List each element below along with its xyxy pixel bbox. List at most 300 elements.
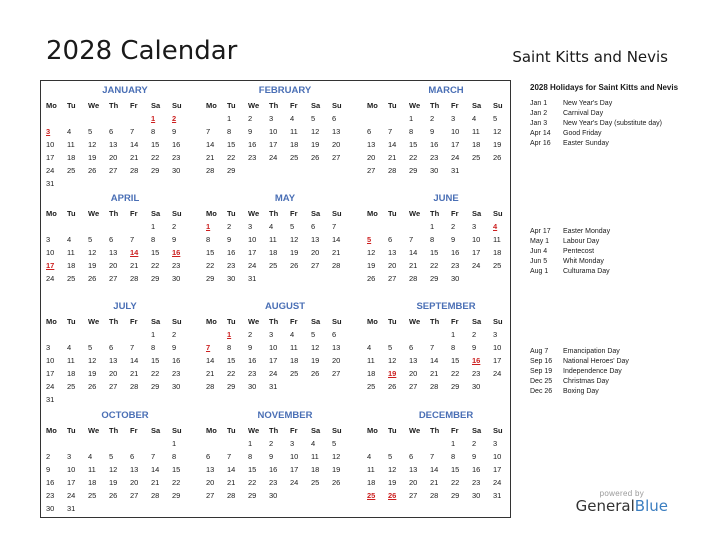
holiday-date: Dec 26 [530, 387, 553, 395]
day: 29 [451, 382, 460, 391]
day: 10 [451, 127, 460, 136]
day: 1 [227, 114, 232, 123]
day: 14 [206, 140, 215, 149]
weekday-header: Sa [472, 209, 482, 218]
holiday-date: Jan 1 [530, 100, 548, 107]
day: 23 [172, 369, 181, 378]
day: 22 [227, 369, 236, 378]
day: 12 [88, 140, 97, 149]
holiday-name: Labour Day [563, 237, 600, 245]
holiday-row [530, 129, 680, 139]
month-name: JULY [113, 301, 137, 312]
day: 5 [493, 114, 498, 123]
day: 13 [109, 140, 118, 149]
day: 21 [151, 478, 160, 487]
day: 25 [493, 261, 502, 270]
day: 18 [493, 248, 502, 257]
day: 21 [430, 478, 439, 487]
holiday-name: National Heroes' Day [563, 357, 629, 365]
day: 5 [388, 452, 393, 461]
day: 20 [109, 369, 118, 378]
day: 19 [290, 248, 299, 257]
holiday-group [530, 347, 680, 397]
holiday-group [530, 227, 680, 277]
month-october [45, 409, 195, 515]
weekday-header: Fr [290, 101, 298, 110]
day: 19 [109, 478, 118, 487]
day: 28 [430, 382, 439, 391]
day: 27 [109, 274, 118, 283]
day: 9 [451, 235, 456, 244]
day: 12 [290, 235, 299, 244]
day: 20 [130, 478, 139, 487]
month-december [366, 409, 516, 502]
weekday-header: Fr [290, 209, 298, 218]
day: 9 [172, 235, 177, 244]
weekday-header: Fr [451, 209, 459, 218]
day: 5 [388, 343, 393, 352]
day: 15 [409, 140, 418, 149]
day: 28 [206, 166, 215, 175]
weekday-header: Mo [367, 101, 378, 110]
empty-day [387, 328, 408, 341]
holiday-date: May 1 [530, 237, 550, 245]
day: 27 [109, 166, 118, 175]
day: 18 [269, 248, 278, 257]
day: 7 [227, 452, 232, 461]
weekday-header: We [248, 209, 260, 218]
empty-day [150, 437, 171, 450]
footer-branding [576, 489, 668, 515]
month-november [205, 409, 355, 502]
holiday-day: 25 [367, 491, 376, 500]
day: 10 [46, 356, 55, 365]
weekday-header: Th [109, 209, 119, 218]
day: 8 [151, 235, 156, 244]
empty-day [129, 328, 150, 341]
holiday-day: 1 [227, 330, 232, 339]
empty-day [366, 437, 387, 450]
day: 24 [451, 153, 460, 162]
day: 5 [88, 343, 93, 352]
day: 18 [67, 261, 76, 270]
empty-day [129, 220, 150, 233]
holiday-day: 14 [130, 248, 139, 257]
day: 1 [409, 114, 414, 123]
holiday-row [530, 119, 680, 129]
holiday-day: 16 [472, 356, 481, 365]
day: 5 [290, 222, 295, 231]
holiday-day: 5 [367, 235, 372, 244]
day: 23 [472, 369, 481, 378]
day: 30 [472, 382, 481, 391]
day: 1 [451, 330, 456, 339]
day: 7 [409, 235, 414, 244]
weekday-header: Tu [388, 426, 397, 435]
day: 17 [46, 369, 55, 378]
holiday-row [530, 267, 680, 277]
empty-day [108, 328, 129, 341]
day: 19 [332, 465, 341, 474]
day: 10 [248, 235, 257, 244]
day: 6 [109, 127, 114, 136]
weekday-header: Sa [151, 209, 161, 218]
weekday-header: Mo [206, 317, 217, 326]
day: 20 [109, 153, 118, 162]
day: 27 [332, 153, 341, 162]
weekday-header: Mo [206, 426, 217, 435]
day: 21 [130, 261, 139, 270]
day: 23 [172, 153, 181, 162]
day: 16 [227, 248, 236, 257]
day: 24 [493, 478, 502, 487]
day: 31 [248, 274, 257, 283]
day: 30 [269, 491, 278, 500]
day: 6 [109, 343, 114, 352]
day: 13 [332, 343, 341, 352]
day: 13 [206, 465, 215, 474]
day: 17 [493, 356, 502, 365]
day: 22 [206, 261, 215, 270]
day: 1 [172, 439, 177, 448]
month-june [366, 192, 516, 285]
day: 21 [430, 369, 439, 378]
empty-day [87, 328, 108, 341]
weekday-header: Th [430, 426, 440, 435]
holiday-day: 19 [388, 369, 397, 378]
day: 22 [248, 478, 257, 487]
day: 23 [269, 478, 278, 487]
day: 26 [388, 382, 397, 391]
day: 25 [367, 382, 376, 391]
day: 29 [227, 166, 236, 175]
day: 13 [109, 356, 118, 365]
day: 17 [269, 356, 278, 365]
month-name: MAY [274, 193, 296, 204]
day: 8 [451, 452, 456, 461]
month-days-grid [45, 315, 195, 406]
month-days-grid [366, 207, 516, 285]
day: 8 [451, 343, 456, 352]
day: 29 [172, 491, 181, 500]
empty-day [108, 437, 129, 450]
weekday-header: Tu [227, 426, 236, 435]
generalblue-logo[interactable] [576, 498, 668, 515]
day: 29 [409, 166, 418, 175]
day: 19 [88, 153, 97, 162]
day: 6 [332, 330, 337, 339]
day: 10 [67, 465, 76, 474]
day: 6 [388, 235, 393, 244]
day: 14 [227, 465, 236, 474]
weekday-header: Mo [46, 426, 57, 435]
month-days-grid [45, 99, 195, 190]
page-title: 2028 Calendar [46, 36, 238, 66]
day: 8 [151, 127, 156, 136]
weekday-header: Fr [290, 426, 298, 435]
empty-day [429, 328, 450, 341]
holiday-row [530, 227, 680, 237]
day: 26 [88, 274, 97, 283]
holiday-date: Sep 19 [530, 367, 553, 375]
day: 29 [227, 382, 236, 391]
day: 28 [388, 166, 397, 175]
day: 9 [172, 343, 177, 352]
weekday-header: We [248, 101, 260, 110]
weekday-header: Sa [151, 426, 161, 435]
holiday-row [530, 347, 680, 357]
day: 22 [227, 153, 236, 162]
empty-day [408, 328, 429, 341]
empty-day [387, 112, 408, 125]
holiday-date: Aug 7 [530, 348, 549, 355]
weekday-header: Mo [367, 209, 378, 218]
day: 12 [388, 356, 397, 365]
day: 23 [227, 261, 236, 270]
day: 15 [248, 465, 257, 474]
weekday-header: Mo [46, 101, 57, 110]
day: 4 [367, 452, 372, 461]
day: 29 [151, 166, 160, 175]
day: 2 [248, 330, 253, 339]
day: 7 [332, 222, 337, 231]
weekday-header: Su [332, 101, 342, 110]
day: 12 [332, 452, 341, 461]
day: 11 [67, 356, 75, 365]
day: 1 [151, 222, 156, 231]
empty-day [87, 220, 108, 233]
day: 26 [367, 274, 376, 283]
month-february [205, 84, 355, 177]
day: 14 [430, 356, 439, 365]
day: 6 [109, 235, 114, 244]
day: 30 [430, 166, 439, 175]
day: 26 [332, 478, 341, 487]
day: 11 [311, 452, 319, 461]
day: 29 [151, 382, 160, 391]
day: 3 [46, 343, 51, 352]
holiday-row [530, 257, 680, 267]
holiday-day: 4 [493, 222, 498, 231]
day: 15 [227, 356, 236, 365]
day: 1 [248, 439, 253, 448]
weekday-header: Sa [472, 101, 482, 110]
day: 4 [67, 235, 72, 244]
day: 11 [290, 127, 298, 136]
day: 15 [430, 248, 439, 257]
day: 18 [290, 140, 299, 149]
holiday-name: Good Friday [563, 129, 602, 137]
holiday-date: Jun 4 [530, 247, 548, 255]
empty-day [66, 220, 87, 233]
day: 17 [472, 248, 481, 257]
holiday-name: Easter Monday [563, 228, 611, 235]
day: 28 [130, 166, 139, 175]
day: 3 [493, 330, 498, 339]
day: 3 [472, 222, 477, 231]
day: 22 [451, 369, 460, 378]
day: 4 [472, 114, 477, 123]
day: 26 [88, 166, 97, 175]
day: 12 [493, 127, 502, 136]
day: 25 [290, 153, 299, 162]
empty-day [129, 112, 150, 125]
empty-day [108, 112, 129, 125]
empty-day [205, 328, 226, 341]
holiday-name: New Year's Day (substitute day) [563, 119, 662, 127]
weekday-header: We [409, 101, 421, 110]
day: 25 [269, 261, 278, 270]
day: 1 [430, 222, 435, 231]
month-days-grid [366, 99, 516, 177]
weekday-header: Tu [388, 209, 397, 218]
day: 13 [409, 465, 418, 474]
month-march [366, 84, 516, 177]
day: 5 [311, 330, 316, 339]
month-name: OCTOBER [101, 410, 149, 421]
day: 15 [151, 248, 160, 257]
day: 1 [451, 439, 456, 448]
day: 6 [409, 343, 414, 352]
day: 3 [269, 330, 274, 339]
day: 19 [88, 261, 97, 270]
day: 24 [46, 382, 55, 391]
weekday-header: Mo [367, 317, 378, 326]
day: 18 [367, 369, 376, 378]
day: 11 [367, 465, 375, 474]
month-days-grid [205, 99, 355, 177]
holiday-date: Apr 17 [530, 228, 551, 235]
day: 24 [46, 166, 55, 175]
day: 8 [248, 452, 253, 461]
day: 13 [311, 235, 320, 244]
day: 27 [109, 382, 118, 391]
month-name: JANUARY [102, 85, 148, 96]
day: 7 [430, 452, 435, 461]
day: 26 [290, 261, 299, 270]
day: 4 [67, 127, 72, 136]
day: 22 [451, 478, 460, 487]
month-days-grid [45, 207, 195, 285]
holiday-name: Emancipation Day [563, 348, 620, 355]
day: 4 [367, 343, 372, 352]
day: 4 [290, 114, 295, 123]
holiday-row [530, 99, 680, 109]
day: 21 [206, 369, 215, 378]
day: 11 [472, 127, 480, 136]
day: 17 [269, 140, 278, 149]
weekday-header: Su [332, 317, 342, 326]
day: 19 [367, 261, 376, 270]
day: 4 [269, 222, 274, 231]
day: 14 [430, 465, 439, 474]
weekday-header: Sa [472, 317, 482, 326]
empty-day [108, 220, 129, 233]
weekday-header: Th [269, 101, 279, 110]
day: 28 [430, 491, 439, 500]
day: 27 [367, 166, 376, 175]
day: 10 [269, 343, 278, 352]
day: 3 [46, 235, 51, 244]
weekday-header: Th [269, 426, 279, 435]
day: 2 [172, 222, 177, 231]
day: 5 [332, 439, 337, 448]
weekday-header: Sa [472, 426, 482, 435]
holiday-day: 17 [46, 261, 55, 270]
empty-day [129, 437, 150, 450]
day: 10 [46, 140, 55, 149]
day: 15 [206, 248, 215, 257]
day: 24 [46, 274, 55, 283]
day: 2 [430, 114, 435, 123]
day: 31 [46, 395, 55, 404]
day: 2 [472, 330, 477, 339]
day: 12 [311, 343, 320, 352]
day: 29 [451, 491, 460, 500]
weekday-header: Su [493, 317, 503, 326]
day: 16 [172, 356, 181, 365]
empty-day [205, 437, 226, 450]
weekday-header: We [88, 209, 100, 218]
day: 5 [109, 452, 114, 461]
day: 22 [151, 153, 160, 162]
holiday-date: Jan 2 [530, 109, 548, 117]
day: 20 [109, 261, 118, 270]
day: 21 [409, 261, 418, 270]
holiday-list [530, 83, 680, 395]
day: 16 [248, 140, 257, 149]
day: 9 [248, 127, 253, 136]
holiday-date: Jan 3 [530, 119, 548, 127]
day: 17 [46, 153, 55, 162]
day: 7 [130, 127, 135, 136]
weekday-header: Su [172, 426, 182, 435]
day: 21 [332, 248, 341, 257]
month-name: MARCH [428, 85, 464, 96]
day: 30 [227, 274, 236, 283]
day: 7 [130, 235, 135, 244]
weekday-header: Tu [227, 317, 236, 326]
day: 30 [172, 274, 181, 283]
day: 19 [311, 356, 320, 365]
weekday-header: Su [332, 426, 342, 435]
day: 7 [388, 127, 393, 136]
holiday-row [530, 377, 680, 387]
holiday-date: Dec 25 [530, 377, 553, 385]
weekday-header: We [409, 317, 421, 326]
weekday-header: Mo [46, 317, 57, 326]
month-name: FEBRUARY [258, 85, 312, 96]
day: 9 [227, 235, 232, 244]
holiday-date: Apr 14 [530, 129, 551, 137]
day: 18 [88, 478, 97, 487]
month-january [45, 84, 195, 190]
day: 5 [88, 235, 93, 244]
holiday-row [530, 237, 680, 247]
weekday-header: Fr [451, 317, 459, 326]
day: 14 [388, 140, 397, 149]
day: 9 [172, 127, 177, 136]
brand-general: General [575, 497, 635, 515]
day: 3 [290, 439, 295, 448]
month-name: NOVEMBER [257, 410, 313, 421]
holiday-name: Easter Sunday [563, 139, 609, 147]
day: 12 [311, 127, 320, 136]
day: 20 [409, 478, 418, 487]
day: 16 [172, 140, 181, 149]
day: 7 [206, 127, 211, 136]
day: 2 [46, 452, 51, 461]
